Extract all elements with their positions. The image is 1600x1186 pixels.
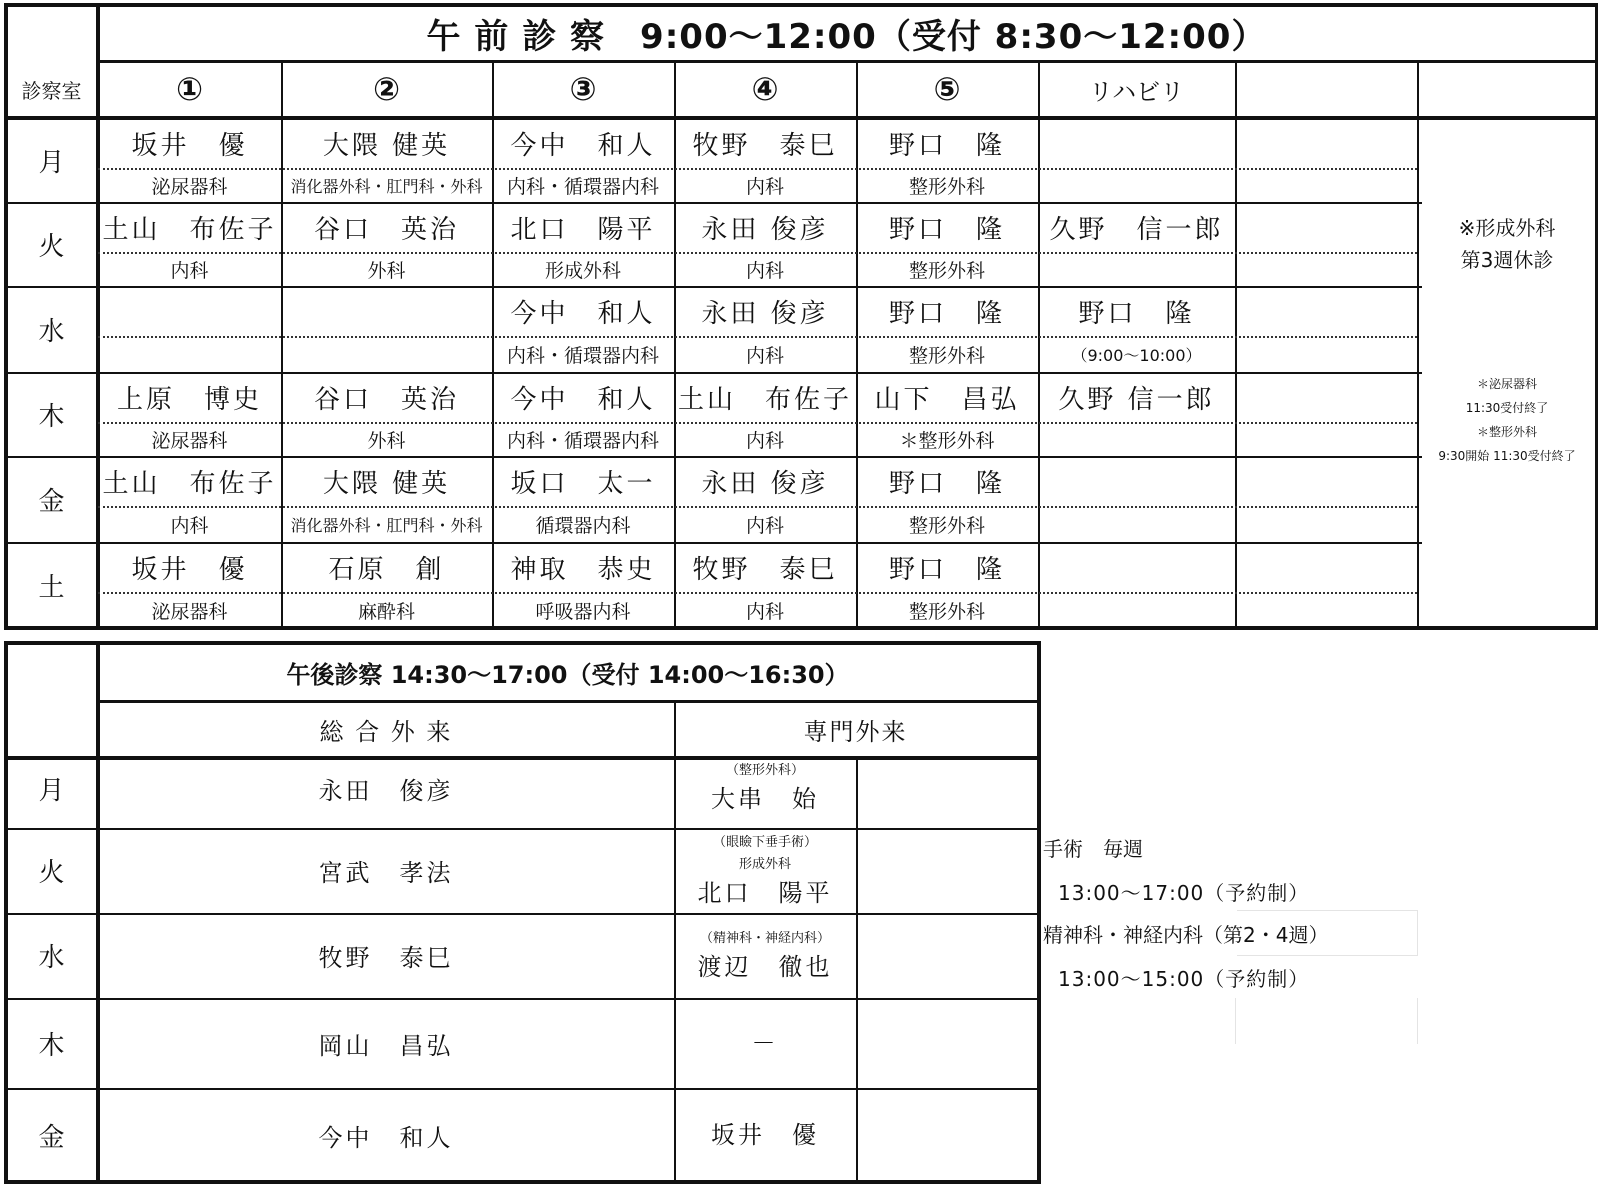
department: 内科 xyxy=(745,514,784,537)
specialty-doctor: － xyxy=(751,1029,779,1057)
specialty-cell xyxy=(674,748,856,828)
doctor-name: 久野 信一郎 xyxy=(1049,214,1224,245)
room-header-6: リハビリ xyxy=(1088,77,1185,106)
doctor-name xyxy=(281,286,492,336)
doctor-name: 坂口 太一 xyxy=(510,468,656,499)
doctor-name: 山下 昌弘 xyxy=(874,384,1020,415)
department xyxy=(1038,252,1235,286)
department: 内科 xyxy=(745,259,784,282)
department: （9:00〜10:00） xyxy=(1071,345,1202,365)
department xyxy=(1038,592,1235,628)
note-keisei-line1: ※形成外科 xyxy=(1458,216,1556,240)
department: 泌尿器科 xyxy=(151,600,228,623)
specialty-cell xyxy=(674,1088,856,1182)
doctor-name: 今中 和人 xyxy=(510,130,656,161)
doctor-name xyxy=(1038,542,1235,592)
specialty-outpatient-header: 専門外来 xyxy=(803,717,908,746)
department: 呼吸器内科 xyxy=(535,600,631,623)
doctor-name: 永田 俊彦 xyxy=(701,298,829,329)
psych-title: 精神科・神経内科（第2・4週） xyxy=(1043,922,1329,947)
doctor-name: 土山 布佐子 xyxy=(677,384,852,415)
doctor-name xyxy=(1038,456,1235,506)
department: ＊整形外科 xyxy=(899,429,995,452)
department: 内科・循環器内科 xyxy=(506,429,659,452)
faint-box xyxy=(1237,910,1418,956)
department: 麻酔科 xyxy=(357,600,415,623)
doctor-name: 神取 恭史 xyxy=(510,554,656,585)
department: 消化器外科・肛門科・外科 xyxy=(290,515,483,535)
department: 内科・循環器内科 xyxy=(506,344,659,367)
doctor-name: 今中 和人 xyxy=(510,384,656,415)
afternoon-title: 午後診察 14:30〜17:00（受付 14:00〜16:30） xyxy=(286,660,849,689)
doctor-name: 上原 博史 xyxy=(116,384,262,415)
department: 内科 xyxy=(745,600,784,623)
day-label: 水 xyxy=(38,943,65,973)
specialty-doctor: 坂井 優 xyxy=(711,1121,819,1149)
grid-line xyxy=(1235,61,1237,628)
doctor-name: 土山 布佐子 xyxy=(102,468,277,499)
specialty-caption: （整形外科） xyxy=(725,763,804,778)
day-label: 水 xyxy=(38,316,65,347)
doctor-name: 土山 布佐子 xyxy=(102,214,277,245)
department xyxy=(98,336,281,372)
specialty-caption: （眼瞼下垂手術） xyxy=(712,834,817,850)
day-label: 金 xyxy=(38,1122,65,1153)
doctor-name: 野口 隆 xyxy=(888,554,1005,585)
doctor-name: 牧野 泰巳 xyxy=(692,554,838,585)
department: 内科 xyxy=(170,259,209,282)
day-label: 木 xyxy=(38,401,65,432)
note-keisei-line2: 第3週休診 xyxy=(1460,248,1554,272)
department: 外科 xyxy=(367,429,406,452)
surgery-time: 13:00〜17:00（予約制） xyxy=(1058,880,1310,905)
grid-line xyxy=(1417,61,1419,628)
doctor-name: 久野 信一郎 xyxy=(1058,384,1215,415)
doctor-name: 坂井 優 xyxy=(131,130,248,161)
department: 外科 xyxy=(367,259,406,282)
room-header-3: ③ xyxy=(569,70,597,108)
faint-box xyxy=(1235,998,1418,1044)
note-small-3: ＊整形外科 xyxy=(1476,425,1537,439)
specialty-doctor: 北口 陽平 xyxy=(697,878,833,907)
doctor-name: 谷口 英治 xyxy=(313,384,459,415)
psych-time: 13:00〜15:00（予約制） xyxy=(1058,966,1310,991)
department: 形成外科 xyxy=(544,259,621,282)
department: 整形外科 xyxy=(908,344,985,367)
department: 内科 xyxy=(745,429,784,452)
note-small-4: 9:30開始 11:30受付終了 xyxy=(1438,449,1576,463)
doctor-name xyxy=(98,286,281,336)
specialty-doctor: 大串 始 xyxy=(711,785,819,813)
department: 整形外科 xyxy=(908,175,985,198)
department: 消化器外科・肛門科・外科 xyxy=(290,176,483,196)
grid-line xyxy=(1595,3,1598,630)
general-doctor: 岡山 昌弘 xyxy=(318,1031,454,1060)
doctor-name: 永田 俊彦 xyxy=(701,214,829,245)
note-small-2: 11:30受付終了 xyxy=(1465,401,1549,415)
department xyxy=(1038,422,1235,456)
doctor-name: 永田 俊彦 xyxy=(701,468,829,499)
room-label: 診察室 xyxy=(21,78,82,103)
doctor-name: 野口 隆 xyxy=(888,298,1005,329)
doctor-name: 谷口 英治 xyxy=(313,214,459,245)
morning-title: 午 前 診 察 9:00〜12:00（受付 8:30〜12:00） xyxy=(426,16,1267,57)
day-label: 月 xyxy=(38,147,65,178)
department: 循環器内科 xyxy=(535,514,631,537)
surgery-title: 手術 毎週 xyxy=(1043,836,1143,861)
room-header-4: ④ xyxy=(751,70,779,108)
grid-line xyxy=(1037,641,1041,1184)
department: 内科 xyxy=(745,344,784,367)
doctor-name: 牧野 泰巳 xyxy=(692,130,838,161)
department xyxy=(1038,168,1235,202)
doctor-name: 野口 隆 xyxy=(888,214,1005,245)
day-label: 月 xyxy=(38,775,65,806)
day-label: 金 xyxy=(38,486,65,517)
day-label: 火 xyxy=(38,231,65,262)
room-header-5: ⑤ xyxy=(933,70,961,108)
note-small-1: ＊泌尿器科 xyxy=(1476,377,1537,391)
grid-line xyxy=(856,756,858,1184)
specialty-cell xyxy=(674,828,856,913)
specialty-caption: （精神科・神経内科） xyxy=(699,930,830,946)
department: 整形外科 xyxy=(908,259,985,282)
general-outpatient-header: 総 合 外 来 xyxy=(319,717,453,746)
day-label: 土 xyxy=(38,572,65,603)
room-header-1: ① xyxy=(175,70,204,108)
specialty-cell xyxy=(674,913,856,998)
day-label: 火 xyxy=(38,858,65,888)
doctor-name: 大隈 健英 xyxy=(322,130,451,161)
department: 内科・循環器内科 xyxy=(506,175,659,198)
department xyxy=(1038,506,1235,542)
department: 内科 xyxy=(745,175,784,198)
specialty-caption-2: 形成外科 xyxy=(738,856,791,872)
department: 泌尿器科 xyxy=(151,429,228,452)
doctor-name: 今中 和人 xyxy=(510,298,656,329)
doctor-name: 大隈 健英 xyxy=(322,468,451,499)
department: 泌尿器科 xyxy=(151,175,228,198)
doctor-name xyxy=(1038,118,1235,168)
specialty-cell xyxy=(674,998,856,1088)
day-label: 木 xyxy=(38,1030,65,1061)
general-doctor: 牧野 泰巳 xyxy=(318,944,454,972)
department: 整形外科 xyxy=(908,600,985,623)
room-header-2: ② xyxy=(372,70,401,108)
department: 内科 xyxy=(170,514,209,537)
doctor-name: 野口 隆 xyxy=(1078,298,1195,329)
doctor-name: 坂井 優 xyxy=(131,554,248,585)
general-doctor: 今中 和人 xyxy=(318,1123,454,1152)
department xyxy=(281,336,492,372)
specialty-doctor: 渡辺 徹也 xyxy=(697,952,833,981)
doctor-name: 石原 創 xyxy=(328,554,445,585)
department: 整形外科 xyxy=(908,514,985,537)
doctor-name: 野口 隆 xyxy=(888,130,1005,161)
doctor-name: 野口 隆 xyxy=(888,468,1005,499)
doctor-name: 北口 陽平 xyxy=(510,214,656,245)
general-doctor: 宮武 孝法 xyxy=(318,859,454,887)
general-doctor: 永田 俊彦 xyxy=(318,776,454,805)
